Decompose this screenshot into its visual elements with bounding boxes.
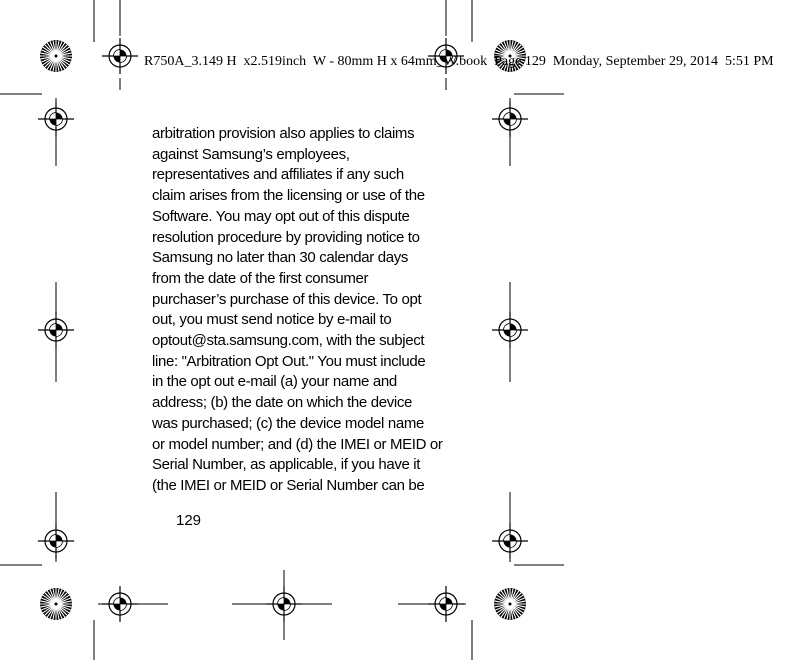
text-line: out, you must send notice by e-mail to	[152, 311, 392, 329]
registration-target-icon	[38, 312, 74, 348]
print-slug-line: R750A_3.149 H x2.519inch W - 80mm H x 64mm_W.book Page 129 Monday, September 29, 2014 5:51 PM	[144, 54, 774, 69]
text-line: Samsung no later than 30 calendar days	[152, 249, 409, 267]
star-target-icon	[40, 40, 72, 72]
registration-target-icon	[38, 101, 74, 137]
text-line: address; (b) the date on which the device	[152, 394, 412, 412]
registration-target-icon	[266, 586, 302, 622]
text-line: or model number; and (d) the IMEI or MEID or	[152, 435, 443, 453]
text-line: optout@sta.samsung.com, with the subject	[152, 332, 425, 350]
registration-target-icon	[38, 523, 74, 559]
text-line: from the date of the first consumer	[152, 269, 369, 287]
text-line: representatives and affiliates if any such	[152, 166, 404, 184]
page-number: 129	[176, 512, 202, 529]
text-line: line: "Arbitration Opt Out." You must include	[152, 352, 426, 370]
text-line: against Samsung’s employees,	[152, 145, 350, 163]
star-target-icon	[40, 588, 72, 620]
registration-target-icon	[492, 523, 528, 559]
registration-target-icon	[492, 312, 528, 348]
registration-target-icon	[102, 38, 138, 74]
text-line: claim arises from the licensing or use of the	[152, 187, 425, 205]
text-line: in the opt out e-mail (a) your name and	[152, 373, 397, 391]
text-line: (the IMEI or MEID or Serial Number can be	[152, 476, 425, 494]
text-line: resolution procedure by providing notice to	[152, 228, 420, 246]
text-line: purchaser’s purchase of this device. To opt	[152, 290, 422, 308]
registration-target-icon	[492, 101, 528, 137]
text-line: was purchased; (c) the device model name	[152, 414, 424, 432]
body-paragraph	[152, 124, 443, 497]
registration-target-icon	[428, 586, 464, 622]
text-line: Serial Number, as applicable, if you have it	[152, 456, 421, 474]
star-target-icon	[494, 588, 526, 620]
text-line: arbitration provision also applies to claims	[152, 125, 415, 142]
registration-target-icon	[102, 586, 138, 622]
text-line: Software. You may opt out of this dispute	[152, 207, 410, 225]
